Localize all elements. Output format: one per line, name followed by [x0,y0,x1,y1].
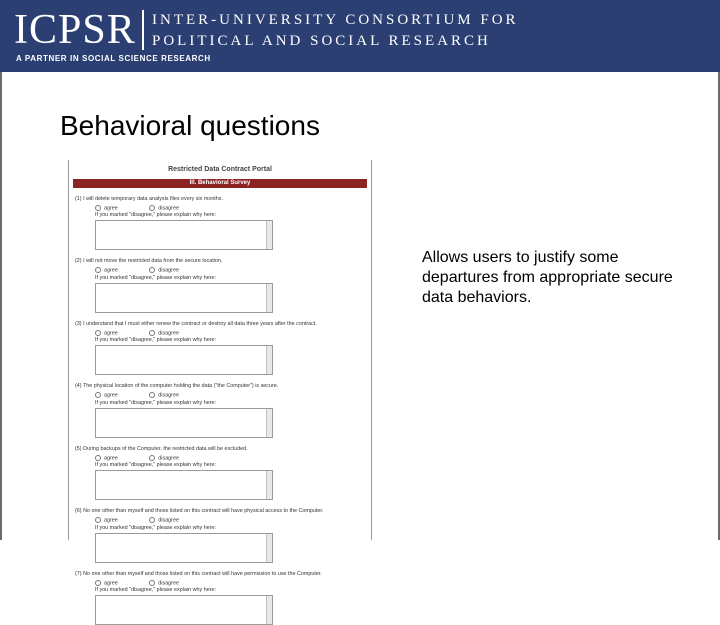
disagree-label: disagree [158,455,179,462]
disagree-radio[interactable] [149,517,155,523]
disagree-option[interactable] [149,580,179,586]
textarea-scrollbar[interactable] [266,534,272,562]
explain-prompt: If you marked "disagree," please explain why here: [95,524,216,531]
question-text: (6) No one other than myself and those listed on this contract will have physical access to the Computer. [75,508,324,515]
explain-textarea[interactable] [95,345,273,375]
disagree-radio[interactable] [149,205,155,211]
tagline: A PARTNER IN SOCIAL SCIENCE RESEARCH [16,54,211,63]
explain-prompt: If you marked "disagree," please explain why here: [95,399,216,406]
explain-prompt: If you marked "disagree," please explain why here: [95,212,216,219]
explain-textarea[interactable] [95,283,273,313]
agree-radio[interactable] [95,517,101,523]
disagree-option[interactable] [149,205,179,211]
disagree-radio[interactable] [149,267,155,273]
question-text: (3) I understand that I must either renew the contract or destroy all data three years after the contract. [75,320,317,327]
explain-textarea[interactable] [95,220,273,250]
agree-label: agree [104,455,118,462]
answer-options [75,205,365,211]
question-text: (4) The physical location of the computer holding the data ("the Computer") is secure. [75,383,279,390]
answer-options [75,580,365,586]
question-text: (2) I will not move the restricted data from the secure location. [75,258,223,265]
disagree-label: disagree [158,205,179,212]
agree-option[interactable] [95,267,118,273]
textarea-scrollbar[interactable] [266,284,272,312]
survey-question [75,258,365,312]
textarea-scrollbar[interactable] [266,346,272,374]
disagree-label: disagree [158,579,179,586]
agree-option[interactable] [95,205,118,211]
disagree-option[interactable] [149,392,179,398]
disagree-label: disagree [158,267,179,274]
portal-screenshot [68,160,372,593]
question-text: (1) I will delete temporary data analysis files every six months. [75,196,224,202]
survey-question [75,508,365,562]
agree-label: agree [104,517,118,524]
consortium-name [152,10,519,52]
disagree-radio[interactable] [149,392,155,398]
agree-radio[interactable] [95,267,101,273]
icpsr-logo: ICPSR [14,7,136,53]
agree-radio[interactable] [95,392,101,398]
disagree-option[interactable] [149,267,179,273]
agree-option[interactable] [95,455,118,461]
explain-prompt: If you marked "disagree," please explain why here: [95,274,216,281]
answer-options [75,455,365,461]
agree-label: agree [104,579,118,586]
disagree-radio[interactable] [149,455,155,461]
survey-question [75,446,365,500]
disagree-radio[interactable] [149,580,155,586]
survey-question [75,571,365,625]
section-header: III. Behavioral Survey [73,179,367,188]
textarea-scrollbar[interactable] [266,596,272,624]
explain-textarea[interactable] [95,595,273,625]
agree-radio[interactable] [95,455,101,461]
consortium-line-2: POLITICAL AND SOCIAL RESEARCH [152,33,491,49]
agree-radio[interactable] [95,580,101,586]
agree-option[interactable] [95,330,118,336]
survey-question [75,321,365,375]
header-banner [0,0,720,72]
agree-label: agree [104,205,118,212]
textarea-scrollbar[interactable] [266,471,272,499]
agree-label: agree [104,392,118,399]
answer-options [75,392,365,398]
question-list [69,196,371,625]
disagree-option[interactable] [149,455,179,461]
disagree-option[interactable] [149,517,179,523]
agree-label: agree [104,267,118,274]
disagree-option[interactable] [149,330,179,336]
agree-radio[interactable] [95,205,101,211]
textarea-scrollbar[interactable] [266,221,272,249]
explain-textarea[interactable] [95,533,273,563]
question-text: (5) During backups of the Computer, the restricted data will be excluded. [75,445,248,452]
agree-radio[interactable] [95,330,101,336]
agree-option[interactable] [95,517,118,523]
disagree-radio[interactable] [149,330,155,336]
logo-divider [142,10,144,50]
disagree-label: disagree [158,330,179,337]
explain-prompt: If you marked "disagree," please explain why here: [95,586,216,593]
explain-prompt: If you marked "disagree," please explain why here: [95,337,216,344]
portal-title: Restricted Data Contract Portal [168,166,272,173]
answer-options [75,330,365,336]
disagree-label: disagree [158,517,179,524]
explain-textarea[interactable] [95,470,273,500]
agree-option[interactable] [95,580,118,586]
answer-options [75,517,365,523]
slide-title: Behavioral questions [60,110,320,141]
consortium-line-1: INTER-UNIVERSITY CONSORTIUM FOR [152,12,519,28]
survey-question [75,383,365,437]
slide-callout: Allows users to justify some departures from appropriate secure data behaviors. [422,249,673,306]
answer-options [75,267,365,273]
slide-border-left [0,72,2,540]
question-text: (7) No one other than myself and those listed on this contract will have permission to use the Computer. [75,570,322,577]
textarea-scrollbar[interactable] [266,409,272,437]
agree-option[interactable] [95,392,118,398]
disagree-label: disagree [158,392,179,399]
agree-label: agree [104,330,118,337]
survey-question [75,196,365,250]
explain-textarea[interactable] [95,408,273,438]
explain-prompt: If you marked "disagree," please explain why here: [95,462,216,469]
